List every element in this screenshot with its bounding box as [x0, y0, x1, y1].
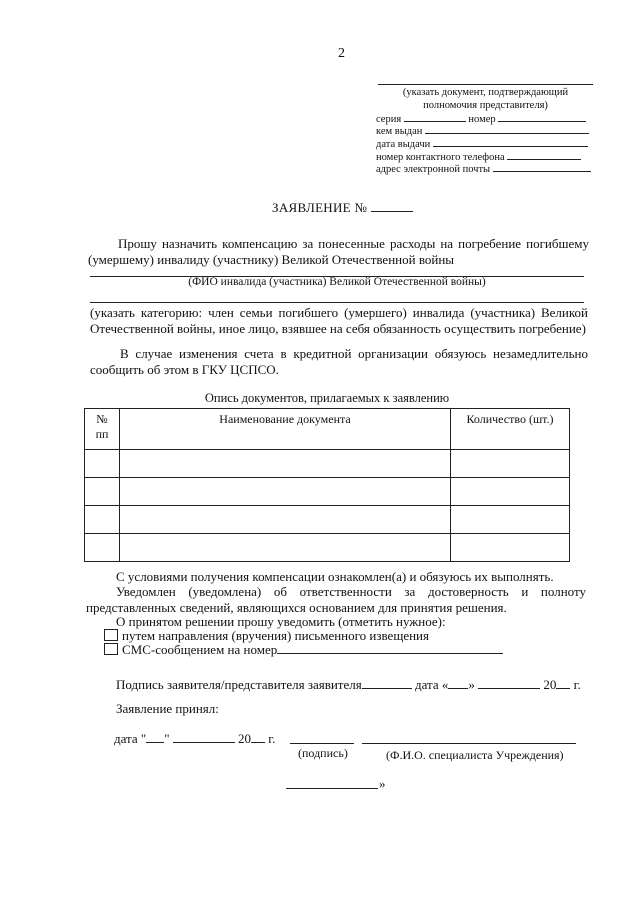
conditions-text: С условиями получения компенсации ознакомлен(а) и обязуюсь их выполнять. [116, 569, 554, 584]
table-cell[interactable] [85, 506, 120, 534]
year-label: 20 [543, 677, 557, 692]
table-cell[interactable] [120, 478, 451, 506]
notify-option-sms [104, 642, 503, 658]
accepted-year-suffix: г. [268, 731, 276, 746]
responsibility-paragraph [86, 584, 586, 616]
table-cell[interactable] [451, 478, 570, 506]
request-text: Прошу назначить компенсацию за понесенные расходы на погребение погибшему (умершему) инвалиду (участнику) Великой Отечественной войны [88, 236, 589, 267]
email-row [376, 162, 591, 175]
phone-field[interactable] [507, 150, 581, 160]
specialist-signature-line[interactable] [290, 743, 354, 744]
notify-option-letter-label: путем направления (вручения) письменного извещения [122, 628, 429, 643]
applicant-signature-label: Подпись заявителя/представителя заявителя [116, 677, 362, 692]
representative-document-caption: (указать документ, подтверждающий полномочия представителя) [402, 87, 569, 111]
accepted-year-field[interactable] [251, 731, 265, 743]
application-number-field[interactable] [371, 199, 413, 212]
specialist-caption: (Ф.И.О. специалиста Учреждения) [386, 748, 564, 762]
accepted-date-mid: " [164, 731, 170, 746]
page-number: 2 [338, 46, 345, 61]
notify-option-sms-label: СМС-сообщением на номер [122, 642, 278, 657]
responsibility-text: Уведомлен (уведомлена) об ответственности за достоверность и полноту представленных сведений, являющихся основанием для принятия решения. [86, 584, 586, 615]
day-field[interactable] [448, 677, 468, 689]
issued-by-field[interactable] [425, 124, 589, 134]
bottom-quote-mark: » [379, 776, 386, 791]
table-row [85, 534, 570, 562]
sms-phone-field[interactable] [277, 642, 503, 654]
accepted-date-label: дата " [114, 731, 147, 746]
request-paragraph [88, 236, 589, 268]
table-cell[interactable] [85, 478, 120, 506]
table-header-row [85, 409, 570, 450]
table-row [85, 506, 570, 534]
accepted-month-field[interactable] [173, 731, 235, 743]
column-header-document-name: Наименование документа [120, 409, 451, 450]
series-field[interactable] [404, 112, 466, 122]
accepted-date-row [114, 731, 275, 747]
documents-table-caption: Опись документов, прилагаемых к заявлению [204, 391, 450, 405]
account-change-text: В случае изменения счета в кредитной организации обязуюсь незамедлительно сообщить об этом в ГКУ ЦСПСО. [90, 346, 588, 377]
issue-date-field[interactable] [433, 137, 588, 147]
table-row [85, 450, 570, 478]
notify-instruction: О принятом решении прошу уведомить (отметить нужное): [116, 614, 446, 629]
heading-text: ЗАЯВЛЕНИЕ № [272, 200, 368, 215]
number-label: номер [468, 114, 496, 125]
application-heading [272, 199, 413, 216]
specialist-name-line[interactable] [362, 743, 576, 744]
documents-table [84, 408, 570, 562]
issue-date-label: дата выдачи [376, 139, 431, 150]
category-line[interactable] [90, 302, 584, 303]
signature-caption: (подпись) [298, 746, 348, 760]
table-cell[interactable] [451, 450, 570, 478]
bottom-line[interactable] [286, 788, 378, 789]
phone-label: номер контактного телефона [376, 152, 505, 163]
table-cell[interactable] [85, 534, 120, 562]
table-cell[interactable] [451, 534, 570, 562]
conditions-paragraph [86, 569, 586, 585]
accepted-day-field[interactable] [146, 731, 164, 743]
checkbox[interactable] [104, 629, 118, 641]
series-label: серия [376, 114, 402, 125]
table-cell[interactable] [451, 506, 570, 534]
category-caption: (указать категорию: член семьи погибшего (умершего) инвалида (участника) Великой Отечественной войны, иное лицо, взявшее на себя обязанность осуществить погребение) [90, 305, 588, 336]
table-cell[interactable] [85, 450, 120, 478]
applicant-signature-field[interactable] [362, 677, 412, 689]
account-change-paragraph [90, 346, 588, 378]
date-mid: » [468, 677, 475, 692]
issue-date-row [376, 137, 588, 150]
table-row [85, 478, 570, 506]
column-header-number: № пп [85, 409, 120, 450]
issued-by-label: кем выдан [376, 126, 423, 137]
year-suffix: г. [573, 677, 581, 692]
number-field[interactable] [498, 112, 586, 122]
accepted-year-label: 20 [238, 731, 252, 746]
month-field[interactable] [478, 677, 540, 689]
representative-document-line[interactable] [378, 84, 593, 85]
accepted-label: Заявление принял: [116, 701, 219, 716]
table-cell[interactable] [120, 506, 451, 534]
email-field[interactable] [493, 162, 591, 172]
applicant-signature-row [116, 677, 581, 693]
column-header-quantity: Количество (шт.) [451, 409, 570, 450]
table-cell[interactable] [120, 534, 451, 562]
table-cell[interactable] [120, 450, 451, 478]
date-label: дата « [414, 677, 449, 692]
email-label: адрес электронной почты [376, 164, 491, 175]
issued-by-row [376, 124, 589, 137]
checkbox[interactable] [104, 643, 118, 655]
year-field[interactable] [556, 677, 570, 689]
fio-caption: (ФИО инвалида (участника) Великой Отечественной войны) [188, 276, 486, 288]
